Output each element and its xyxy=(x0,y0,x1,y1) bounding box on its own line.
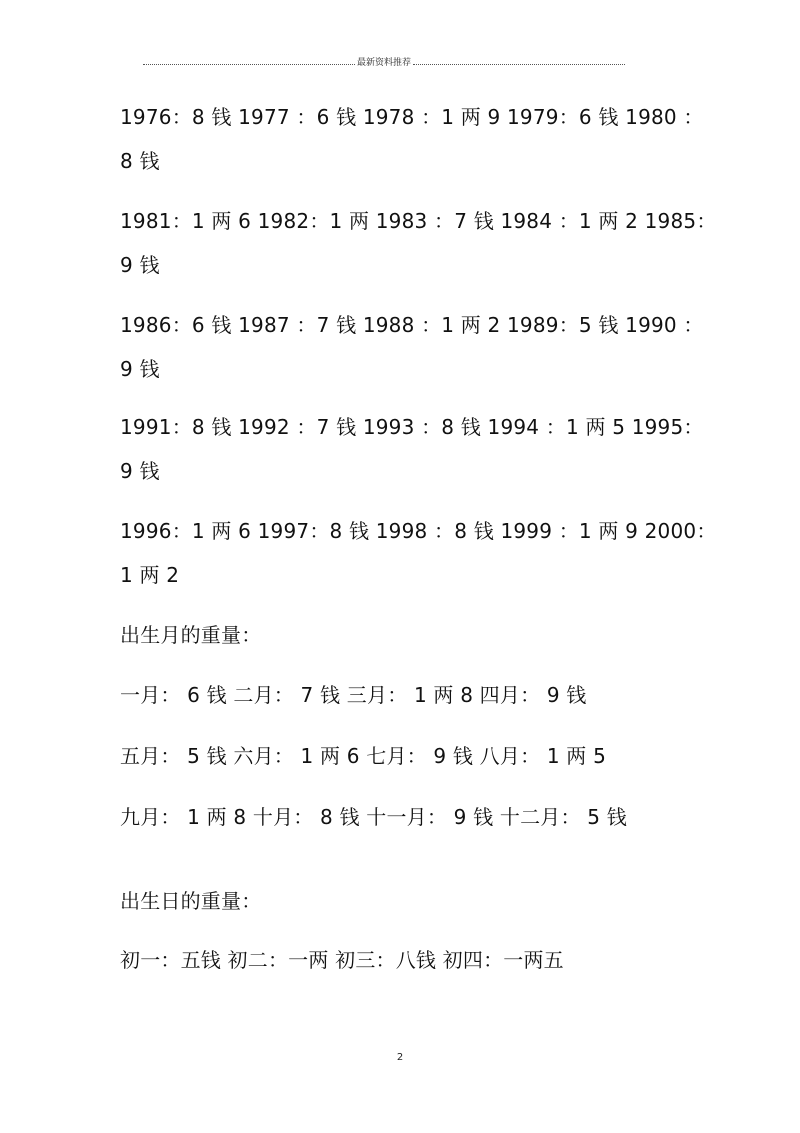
header-dotted-rule-left xyxy=(143,64,355,65)
month-weights-line-1: 一月： 6 钱 二月： 7 钱 三月： 1 两 8 四月： 9 钱 xyxy=(120,683,587,707)
month-weights-line-2: 五月： 5 钱 六月： 1 两 6 七月： 9 钱 八月： 1 两 5 xyxy=(120,744,606,768)
year-weights-line-1986-1990: 1986：6 钱 1987 ：7 钱 1988 ：1 两 2 1989：5 钱 1990 ： xyxy=(120,313,704,337)
year-weights-line-1980-cont: 8 钱 xyxy=(120,149,160,173)
year-weights-line-1985-cont: 9 钱 xyxy=(120,253,160,277)
day-weight-heading: 出生日的重量： xyxy=(120,889,262,913)
header-label: 最新资料推荐 xyxy=(357,58,412,68)
year-weights-line-1990-cont: 9 钱 xyxy=(120,357,160,381)
page-number: 2 xyxy=(396,1052,404,1063)
year-weights-line-1981-1985: 1981：1 两 6 1982：1 两 1983 ：7 钱 1984 ：1 两 2 1985： xyxy=(120,209,717,233)
month-weights-line-3: 九月： 1 两 8 十月： 8 钱 十一月： 9 钱 十二月： 5 钱 xyxy=(120,805,627,829)
header-dotted-rule-right xyxy=(413,64,625,65)
year-weights-line-1996-2000: 1996：1 两 6 1997：8 钱 1998 ：8 钱 1999 ：1 两 9 2000： xyxy=(120,519,717,543)
year-weights-line-1976-1980: 1976：8 钱 1977 ：6 钱 1978 ：1 两 9 1979：6 钱 1980 ： xyxy=(120,105,704,129)
year-weights-line-2000-cont: 1 两 2 xyxy=(120,563,180,587)
year-weights-line-1995-cont: 9 钱 xyxy=(120,459,160,483)
year-weights-line-1991-1995: 1991：8 钱 1992 ：7 钱 1993 ：8 钱 1994 ：1 两 5 1995： xyxy=(120,415,704,439)
month-weight-heading: 出生月的重量： xyxy=(120,623,262,647)
day-weights-line-1: 初一：五钱 初二：一两 初三：八钱 初四：一两五 xyxy=(120,948,564,972)
page-header xyxy=(143,56,625,70)
